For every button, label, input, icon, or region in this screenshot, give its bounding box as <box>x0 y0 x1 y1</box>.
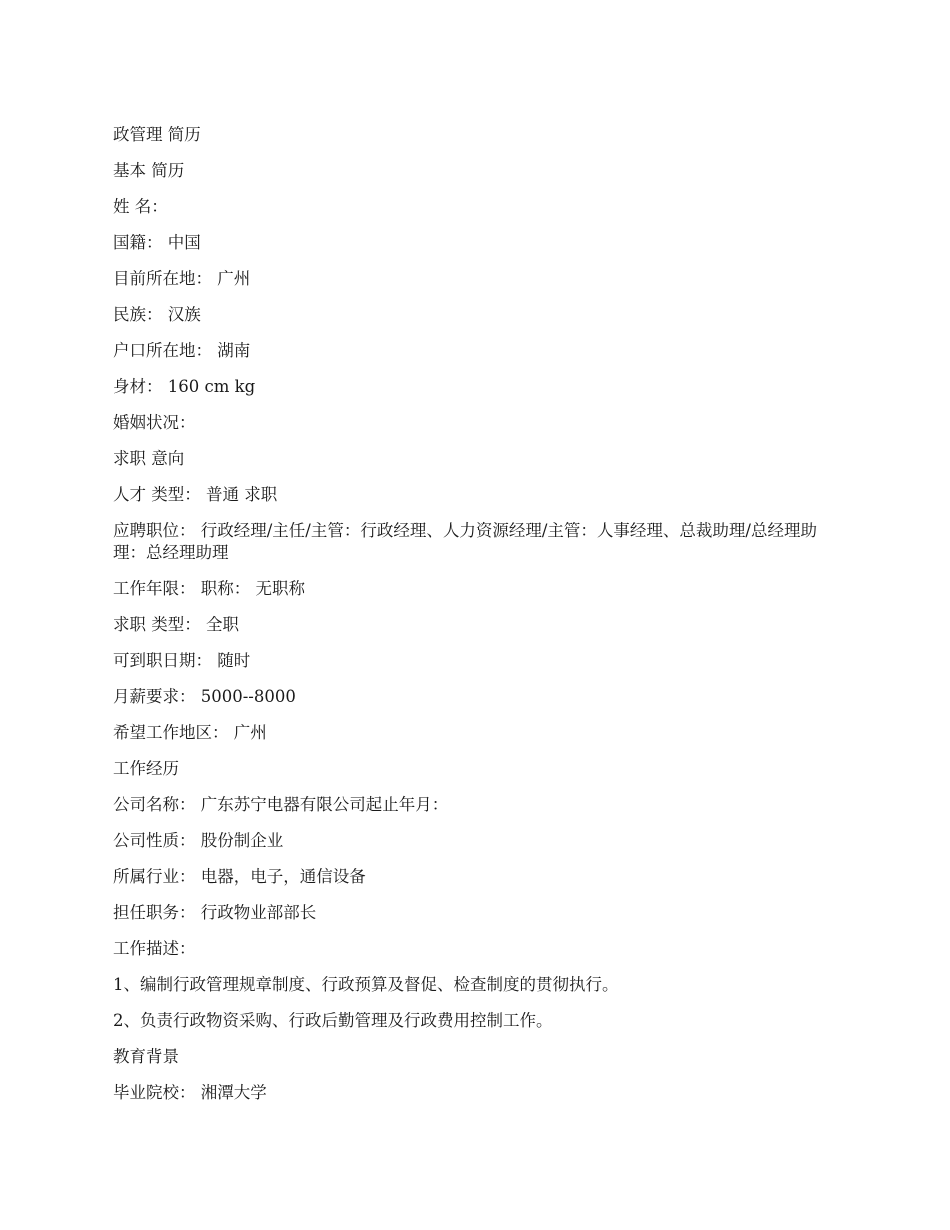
field-name: 姓 名： <box>113 197 168 216</box>
section-heading-basic-resume: 基本 简历 <box>113 161 185 180</box>
field-graduate-school: 毕业院校： 湘潭大学 <box>113 1083 267 1102</box>
field-salary-expectation: 月薪要求： 5000--8000 <box>113 687 296 706</box>
document-title: 政管理 简历 <box>113 125 201 144</box>
field-applied-position: 应聘职位： 行政经理/主任/主管：行政经理、人力资源经理/主管：人事经理、总裁助理/总经理助理：总经理助理 <box>113 521 817 562</box>
field-industry: 所属行业： 电器，电子，通信设备 <box>113 867 366 886</box>
field-company-name: 公司名称： 广东苏宁电器有限公司起止年月： <box>113 795 449 814</box>
job-description-item-1: 1、编制行政管理规章制度、行政预算及督促、检查制度的贯彻执行。 <box>113 975 619 994</box>
field-job-type: 求职 类型： 全职 <box>113 615 239 634</box>
field-ethnicity: 民族： 汉族 <box>113 305 201 324</box>
field-available-date: 可到职日期： 随时 <box>113 651 251 670</box>
field-company-nature: 公司性质： 股份制企业 <box>113 831 284 850</box>
field-current-location: 目前所在地： 广州 <box>113 269 251 288</box>
field-marital-status: 婚姻状况： <box>113 413 196 432</box>
job-description-item-2: 2、负责行政物资采购、行政后勤管理及行政费用控制工作。 <box>113 1011 553 1030</box>
field-desired-location: 希望工作地区： 广州 <box>113 723 267 742</box>
field-job-description-label: 工作描述： <box>113 939 196 958</box>
section-heading-job-intention: 求职 意向 <box>113 449 185 468</box>
field-talent-type: 人才 类型： 普通 求职 <box>113 485 278 504</box>
section-heading-work-experience: 工作经历 <box>113 759 179 778</box>
field-physique: 身材： 160 cm kg <box>113 377 256 396</box>
field-work-years-title: 工作年限： 职称： 无职称 <box>113 579 305 598</box>
field-nationality: 国籍： 中国 <box>113 233 201 252</box>
field-hukou-location: 户口所在地： 湖南 <box>113 341 251 360</box>
resume-document <box>113 124 825 1118</box>
section-heading-education: 教育背景 <box>113 1047 179 1066</box>
field-position-held: 担任职务： 行政物业部部长 <box>113 903 317 922</box>
